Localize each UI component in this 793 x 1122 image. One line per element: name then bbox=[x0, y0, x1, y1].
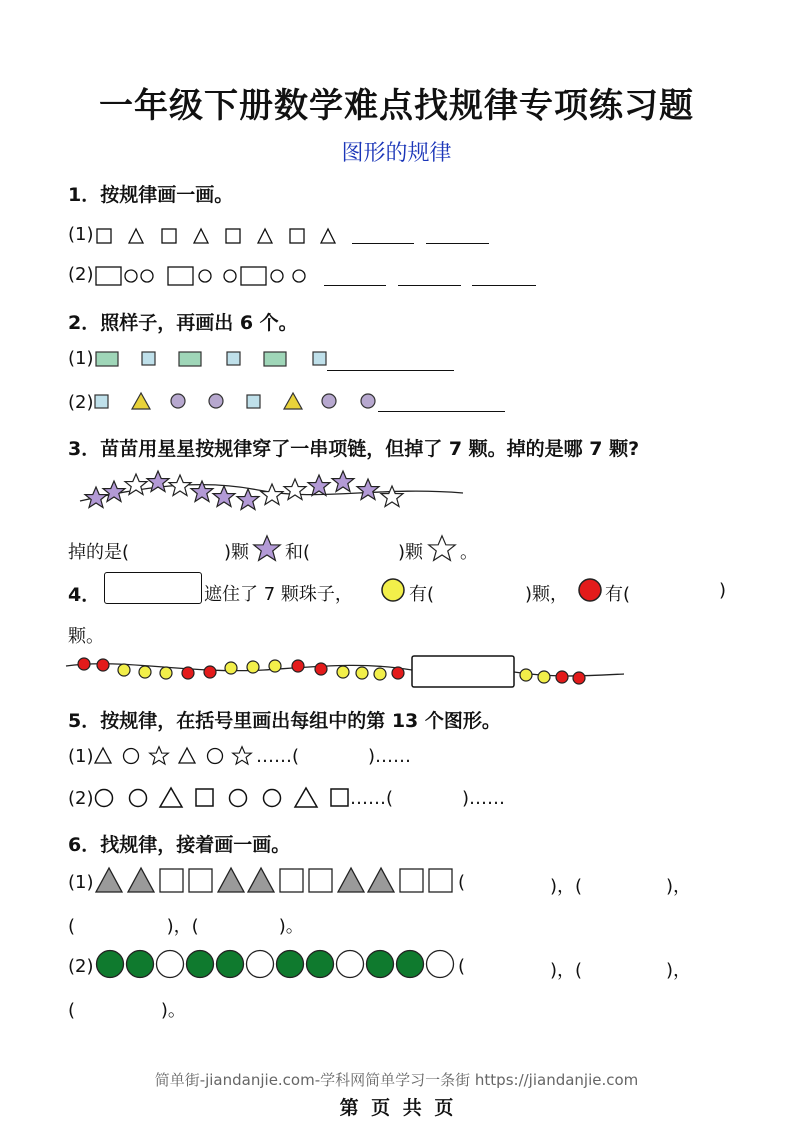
q4-unit1: )颗， bbox=[525, 584, 569, 605]
star-outline-icon bbox=[428, 534, 456, 562]
triangle-gray-icon bbox=[248, 868, 274, 892]
circle-outline-icon bbox=[96, 790, 113, 807]
q5-sub2-shapes bbox=[94, 786, 354, 812]
square-blue-icon bbox=[313, 352, 326, 365]
circle-outline-icon bbox=[337, 951, 364, 978]
bead-icon bbox=[520, 669, 532, 681]
star-filled-icon bbox=[85, 487, 107, 508]
q5-sub1-shapes bbox=[94, 744, 259, 768]
square-blue-icon bbox=[142, 352, 155, 365]
circle-outline-icon bbox=[208, 749, 223, 764]
star-outline-icon bbox=[261, 484, 283, 505]
square-outline-icon bbox=[162, 229, 176, 243]
triangle-outline-icon bbox=[95, 748, 111, 763]
star-filled-icon bbox=[253, 534, 281, 562]
q4-number: 4． bbox=[68, 584, 101, 606]
square-blue-icon bbox=[95, 395, 108, 408]
q1-sub1-shapes bbox=[95, 224, 355, 248]
square-outline-icon bbox=[168, 267, 193, 285]
q6-sub1-paren-b: )，( bbox=[550, 876, 583, 897]
square-blue-icon bbox=[247, 395, 260, 408]
circle-green-icon bbox=[367, 951, 394, 978]
q6-sub1-shapes bbox=[95, 866, 460, 896]
circle-outline-icon bbox=[141, 270, 153, 282]
q2-sub2-label: (2) bbox=[68, 392, 94, 413]
star-filled-icon bbox=[357, 479, 379, 500]
star-filled-icon bbox=[332, 471, 354, 492]
triangle-yellow-icon bbox=[132, 393, 150, 409]
bead-icon bbox=[139, 666, 151, 678]
square-outline-icon bbox=[280, 869, 303, 892]
bead-icon bbox=[269, 660, 281, 672]
q5-heading: 5．按规律，在括号里画出每组中的第 13 个图形。 bbox=[68, 710, 501, 732]
triangle-outline-icon bbox=[258, 229, 272, 243]
bead-red-icon bbox=[577, 577, 605, 603]
square-outline-icon bbox=[97, 229, 111, 243]
star-necklace bbox=[78, 466, 468, 516]
circle-outline-icon bbox=[427, 951, 454, 978]
square-outline-icon bbox=[160, 869, 183, 892]
circle-green-icon bbox=[277, 951, 304, 978]
q2-sub1-label: (1) bbox=[68, 348, 94, 369]
star-filled-icon bbox=[308, 475, 330, 496]
q1-sub2-blank-2[interactable] bbox=[398, 285, 461, 286]
rect-green-icon bbox=[96, 352, 118, 366]
bead-icon bbox=[97, 659, 109, 671]
q5-sub2-tail: ……( bbox=[350, 788, 394, 809]
square-outline-icon bbox=[429, 869, 452, 892]
q1-sub2-blank-3[interactable] bbox=[472, 285, 536, 286]
bead-icon bbox=[118, 664, 130, 676]
q3-answer-and: 和( bbox=[285, 542, 311, 563]
page-subtitle: 图形的规律 bbox=[341, 141, 452, 166]
q6-sub2-paren-c: )， bbox=[666, 960, 692, 981]
bead-icon bbox=[337, 666, 349, 678]
triangle-outline-icon bbox=[129, 229, 143, 243]
bead-string bbox=[64, 652, 629, 692]
bead-icon bbox=[374, 668, 386, 680]
square-outline-icon bbox=[290, 229, 304, 243]
circle-outline-icon bbox=[130, 790, 147, 807]
bead-yellow-icon bbox=[380, 577, 408, 603]
q1-sub2-blank-1[interactable] bbox=[324, 285, 386, 286]
circle-green-icon bbox=[307, 951, 334, 978]
circle-green-icon bbox=[97, 951, 124, 978]
circle-green-icon bbox=[127, 951, 154, 978]
q2-heading: 2．照样子，再画出 6 个。 bbox=[68, 312, 298, 334]
q2-sub2-shapes bbox=[95, 391, 385, 415]
q6-sub2-paren-b: )，( bbox=[550, 960, 583, 981]
bead-icon bbox=[160, 667, 172, 679]
q1-sub1-blank-2[interactable] bbox=[426, 243, 489, 244]
circle-outline-icon bbox=[247, 951, 274, 978]
q3-answer-mid: )颗 bbox=[224, 542, 250, 563]
circle-green-icon bbox=[217, 951, 244, 978]
bead-icon bbox=[292, 660, 304, 672]
triangle-outline-icon bbox=[295, 788, 317, 807]
rect-green-icon bbox=[264, 352, 286, 366]
q2-sub1-blank[interactable] bbox=[327, 370, 454, 371]
circle-outline-icon bbox=[199, 270, 211, 282]
q1-sub2-label: (2) bbox=[68, 264, 94, 285]
q5-sub1-tail: ……( bbox=[256, 746, 300, 767]
bead-icon bbox=[538, 671, 550, 683]
q5-sub2-label: (2) bbox=[68, 788, 94, 809]
page-title: 一年级下册数学难点找规律专项练习题 bbox=[99, 86, 694, 126]
q6-sub2-paren-a: ( bbox=[458, 956, 466, 977]
q5-sub1-end: )…… bbox=[368, 746, 412, 767]
triangle-outline-icon bbox=[194, 229, 208, 243]
square-outline-icon bbox=[400, 869, 423, 892]
q4-has2: 有( bbox=[605, 584, 631, 605]
star-outline-icon bbox=[284, 479, 306, 500]
q2-sub2-blank[interactable] bbox=[378, 411, 505, 412]
star-outline-icon bbox=[169, 475, 191, 496]
bead-icon bbox=[247, 661, 259, 673]
star-outline-icon bbox=[381, 486, 403, 507]
bead-icon bbox=[556, 671, 568, 683]
q6-sub2-label: (2) bbox=[68, 956, 94, 977]
q3-heading: 3．苗苗用星星按规律穿了一串项链，但掉了 7 颗。掉的是哪 7 颗? bbox=[68, 438, 640, 460]
q6-sub1-label: (1) bbox=[68, 872, 94, 893]
q4-close: ) bbox=[719, 580, 727, 601]
footer-watermark: 简单街-jiandanjie.com-学科网简单学习一条街 https://jiandanjie.com bbox=[154, 1071, 639, 1089]
bead-icon bbox=[392, 667, 404, 679]
q3-answer-end: 。 bbox=[460, 542, 478, 563]
bead-icon bbox=[315, 663, 327, 675]
square-blue-icon bbox=[227, 352, 240, 365]
bead-icon bbox=[573, 672, 585, 684]
star-filled-icon bbox=[103, 481, 125, 502]
q4-line2: 颗。 bbox=[68, 626, 104, 647]
q1-sub1-blank-1[interactable] bbox=[352, 243, 414, 244]
triangle-gray-icon bbox=[218, 868, 244, 892]
square-outline-icon bbox=[96, 267, 121, 285]
circle-outline-icon bbox=[293, 270, 305, 282]
circle-outline-icon bbox=[224, 270, 236, 282]
cover-box bbox=[104, 572, 202, 604]
q1-heading: 1．按规律画一画。 bbox=[68, 184, 234, 206]
triangle-gray-icon bbox=[96, 868, 122, 892]
triangle-yellow-icon bbox=[284, 393, 302, 409]
triangle-gray-icon bbox=[128, 868, 154, 892]
circle-purple-icon bbox=[171, 394, 185, 408]
square-outline-icon bbox=[331, 789, 348, 806]
q3-answer-mid2: )颗 bbox=[398, 542, 424, 563]
circle-outline-icon bbox=[271, 270, 283, 282]
bead-icon bbox=[78, 658, 90, 670]
bead-icon bbox=[182, 667, 194, 679]
q6-heading: 6．找规律，接着画一画。 bbox=[68, 834, 291, 856]
circle-green-icon bbox=[397, 951, 424, 978]
circle-purple-icon bbox=[361, 394, 375, 408]
page-number: 第 页 共 页 bbox=[339, 1097, 454, 1119]
q5-sub2-end: )…… bbox=[462, 788, 506, 809]
q2-sub1-shapes bbox=[95, 348, 335, 372]
star-outline-icon bbox=[150, 747, 169, 764]
q1-sub1-label: (1) bbox=[68, 224, 94, 245]
q6-sub1-line2: ( )，( )。 bbox=[68, 916, 304, 937]
triangle-outline-icon bbox=[321, 229, 335, 243]
triangle-gray-icon bbox=[368, 868, 394, 892]
circle-purple-icon bbox=[209, 394, 223, 408]
q3-answer-prefix: 掉的是( bbox=[68, 542, 130, 563]
q6-sub1-paren-a: ( bbox=[458, 872, 466, 893]
q4-has1: 有( bbox=[409, 584, 435, 605]
square-outline-icon bbox=[226, 229, 240, 243]
q1-sub2-shapes bbox=[95, 264, 325, 288]
rect-green-icon bbox=[179, 352, 201, 366]
q6-sub2-line2: ( )。 bbox=[68, 1000, 186, 1021]
circle-outline-icon bbox=[157, 951, 184, 978]
square-outline-icon bbox=[189, 869, 212, 892]
q6-sub1-paren-c: )， bbox=[666, 876, 692, 897]
bead-cover-box bbox=[412, 656, 514, 687]
circle-purple-icon bbox=[322, 394, 336, 408]
bead-icon bbox=[356, 667, 368, 679]
circle-outline-icon bbox=[230, 790, 247, 807]
triangle-gray-icon bbox=[338, 868, 364, 892]
circle-outline-icon bbox=[264, 790, 281, 807]
circle-green-icon bbox=[187, 951, 214, 978]
bead-icon bbox=[225, 662, 237, 674]
square-outline-icon bbox=[241, 267, 266, 285]
star-filled-icon bbox=[213, 486, 235, 507]
star-filled-icon bbox=[237, 489, 259, 510]
bead-icon bbox=[204, 666, 216, 678]
square-outline-icon bbox=[196, 789, 213, 806]
circle-outline-icon bbox=[124, 749, 139, 764]
star-outline-icon bbox=[233, 747, 252, 764]
q6-sub2-shapes bbox=[95, 949, 460, 981]
square-outline-icon bbox=[309, 869, 332, 892]
triangle-outline-icon bbox=[160, 788, 182, 807]
triangle-outline-icon bbox=[179, 748, 195, 763]
circle-outline-icon bbox=[125, 270, 137, 282]
q5-sub1-label: (1) bbox=[68, 746, 94, 767]
q4-text1: 遮住了 7 颗珠子， bbox=[204, 584, 353, 605]
